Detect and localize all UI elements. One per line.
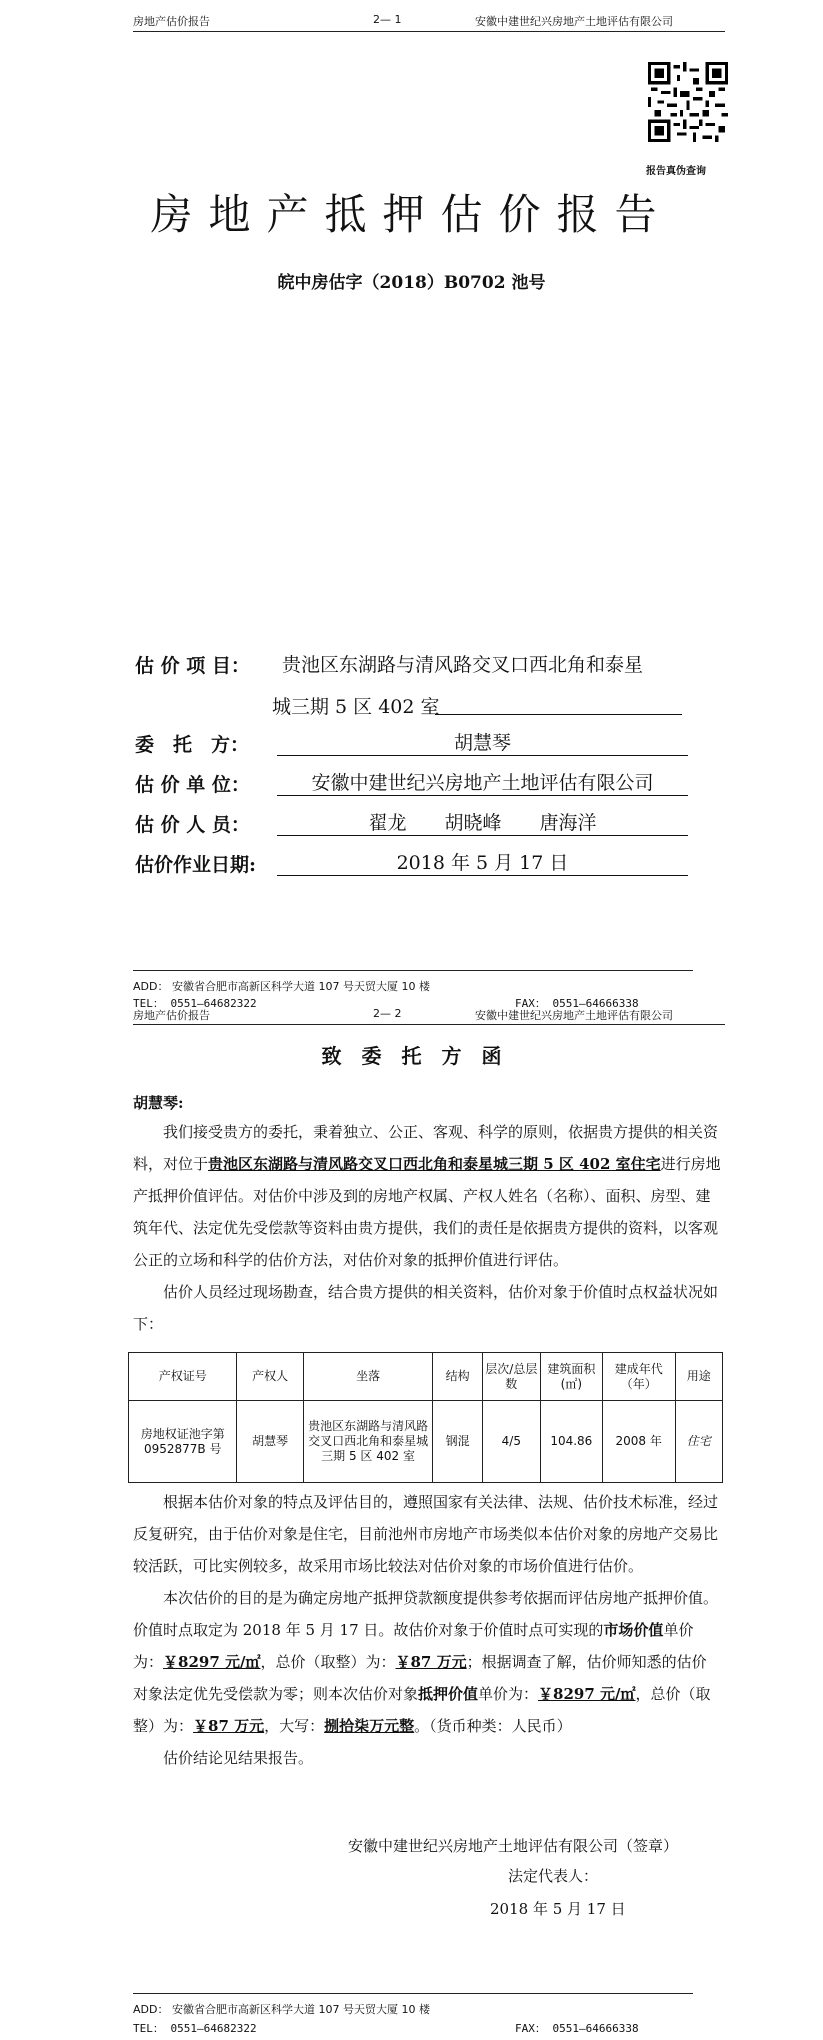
table-header-cell: 结构 [433, 1353, 483, 1401]
page-header-left: 房地产估价报告 [133, 15, 210, 28]
paragraph-2-text: 估价人员经过现场勘查，结合贵方提供的相关资料，估价对象于价值时点权益状况如下： [133, 1283, 719, 1333]
mortgage-value-label: 抵押价值 [418, 1685, 479, 1703]
report-number: 皖中房估字（2018）B0702 池号 [277, 273, 546, 293]
footer-fax: FAX： 0551—64666338 [515, 997, 639, 1010]
paragraph-4-text: 。（货币种类：人民币） [414, 1717, 572, 1735]
paragraph-2 [133, 1276, 721, 1340]
paragraph-4-text: ；根据调查了解，估价师知悉的估价对象法定优先受偿款为零；则本次估价对象 [133, 1653, 707, 1703]
market-value-label: 市场价值 [603, 1621, 664, 1639]
page-header-company: 安徽中建世纪兴房地产土地评估有限公司 [475, 1009, 673, 1022]
footer-address: ADD： 安徽省合肥市高新区科学大道 107 号天贸大厦 10 楼 [133, 980, 430, 993]
client-value: 胡慧琴 [277, 728, 688, 756]
letter-title: 致 委 托 方 函 [321, 1044, 502, 1068]
paragraph-4-text: 本次估价的目的是为确定房地产抵押贷款额度提供参考依据而评估房地产抵押价值。价值时点取定为 2018 年 5 月 17 日。故估价对象于价值时点可实现的 [133, 1589, 719, 1639]
table-cell: 胡慧琴 [237, 1401, 303, 1483]
date-value: 2018 年 5 月 17 日 [277, 848, 688, 876]
page-header-left: 房地产估价报告 [133, 1009, 210, 1022]
property-address-emphasis: 贵池区东湖路与清风路交叉口西北角和泰星城三期 5 区 402 室住宅 [208, 1155, 661, 1173]
page-header-number: 2— 1 [373, 13, 402, 26]
footer-rule [133, 1993, 693, 1994]
table-cell: 4/5 [482, 1401, 540, 1483]
paragraph-3 [133, 1486, 721, 1582]
table-row [129, 1401, 723, 1483]
footer-tel: TEL： 0551—64682322 [133, 2022, 257, 2035]
paragraph-1 [133, 1116, 721, 1276]
property-rights-table [128, 1352, 723, 1483]
report-title: 房地产抵押估价报告 [150, 190, 673, 239]
table-cell: 2008 年 [602, 1401, 675, 1483]
paragraph-4-text: 单价为： [133, 1621, 694, 1671]
mortgage-total-price: ￥87 万元 [193, 1717, 265, 1735]
header-rule [133, 1024, 725, 1025]
salutation: 胡慧琴: [133, 1094, 184, 1112]
footer-address: ADD： 安徽省合肥市高新区科学大道 107 号天贸大厦 10 楼 [133, 2003, 430, 2016]
table-cell: 104.86 [540, 1401, 602, 1483]
client-label: 委 托 方： [135, 734, 250, 756]
signature-company: 安徽中建世纪兴房地产土地评估有限公司（签章） [348, 1837, 679, 1855]
page-header-company: 安徽中建世纪兴房地产土地评估有限公司 [475, 15, 673, 28]
table-header-cell: 建筑面积(㎡) [540, 1353, 602, 1401]
footer-fax: FAX： 0551—64666338 [515, 2022, 639, 2035]
table-cell: 房地权证池字第0952877B 号 [129, 1401, 237, 1483]
table-cell: 住宅 [675, 1401, 722, 1483]
page-header-number: 2— 2 [373, 1007, 402, 1020]
project-underline [435, 714, 682, 715]
table-header-cell: 产权证号 [129, 1353, 237, 1401]
table-header-cell: 用途 [675, 1353, 722, 1401]
table-header-row [129, 1353, 723, 1401]
table-cell: 钢混 [433, 1401, 483, 1483]
market-total-price: ￥87 万元 [395, 1653, 467, 1671]
footer-tel: TEL： 0551—64682322 [133, 997, 257, 1010]
paragraph-5 [133, 1742, 721, 1774]
table-header-cell: 建成年代（年） [602, 1353, 675, 1401]
appraiser-label: 估 价 人 员： [135, 814, 250, 836]
paragraph-4-text: ，总价（取整）为： [133, 1685, 711, 1735]
paragraph-4-text: ，总价（取整）为： [260, 1653, 396, 1671]
project-line1: 贵池区东湖路与清风路交叉口西北角和泰星 [282, 654, 644, 676]
paragraph-3-text: 根据本估价对象的特点及评估目的，遵照国家有关法律、法规、估价技术标准，经过反复研究，由于估价对象是住宅，目前池州市房地产市场类似本估价对象的房地产交易比较活跃，可比实例较多，故采用市场比较法对估价对象的市场价值进行估价。 [133, 1493, 719, 1575]
table-cell: 贵池区东湖路与清风路交叉口西北角和泰星城三期 5 区 402 室 [303, 1401, 433, 1483]
signature-representative: 法定代表人： [508, 1867, 599, 1885]
qr-caption: 报告真伪查询 [646, 166, 706, 177]
mortgage-unit-price: ￥8297 元/㎡ [538, 1685, 636, 1703]
org-label: 估 价 单 位： [135, 774, 250, 796]
footer-rule [133, 970, 693, 971]
paragraph-4 [133, 1582, 721, 1742]
paragraph-5-text: 估价结论见结果报告。 [163, 1749, 314, 1767]
project-label: 估 价 项 目： [135, 655, 250, 677]
signature-date: 2018 年 5 月 17 日 [490, 1900, 626, 1918]
paragraph-1-text-a: 我们接受贵方的委托，秉着独立、公正、客观、科学的原则，依据贵方提供的相关资料，对位于 [133, 1123, 719, 1173]
paragraph-1-text-c: 进行房地产抵押价值评估。对估价中涉及到的房地产权属、产权人姓名（名称）、面积、房型、建筑年代、法定优先受偿款等资料由贵方提供，我们的责任是依据贵方提供的资料，以客观公正的立场和科学的估价方法，对估价对象的抵押价值进行评估。 [133, 1155, 721, 1269]
amount-in-words: 捌拾柒万元整 [324, 1717, 415, 1735]
table-header-cell: 坐落 [303, 1353, 433, 1401]
date-label: 估价作业日期: [135, 854, 257, 876]
table-header-cell: 层次/总层数 [482, 1353, 540, 1401]
org-value: 安徽中建世纪兴房地产土地评估有限公司 [277, 768, 688, 796]
project-line2: 城三期 5 区 402 室 [272, 696, 440, 718]
paragraph-4-text: ，大写： [264, 1717, 325, 1735]
table-header-cell: 产权人 [237, 1353, 303, 1401]
paragraph-4-text: 单价为： [478, 1685, 539, 1703]
market-unit-price: ￥8297 元/㎡ [163, 1653, 261, 1671]
qr-code[interactable] [648, 62, 728, 142]
header-rule [133, 31, 725, 32]
appraiser-value: 翟龙 胡晓峰 唐海洋 [277, 808, 688, 836]
